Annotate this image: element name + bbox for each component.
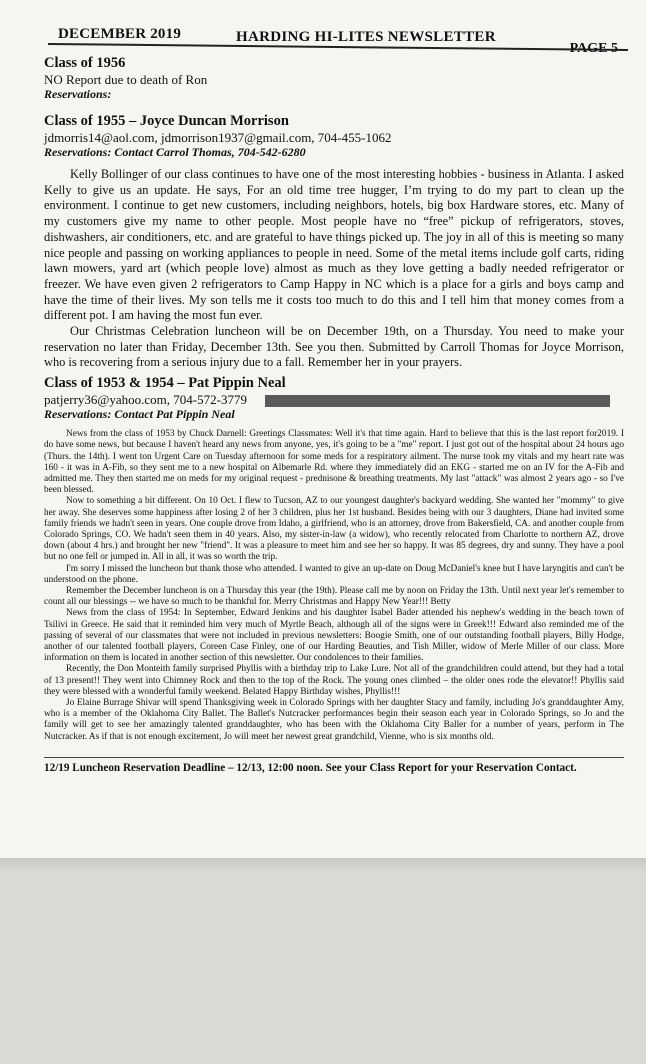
class-1953-section bbox=[44, 375, 624, 743]
class-1956-heading: Class of 1956 bbox=[44, 55, 126, 71]
header-date: DECEMBER 2019 bbox=[58, 26, 182, 42]
class-1953-paragraph: News from the class of 1954: In September, Edward Jenkins and his daughter Isabel Bader attended his nephew's wedding in the beach town of Tsilivi in Greece. He said that it reminded him very much of Myrtle Beach, although all of the signs were in Greek!!! Edward also reminded me of the passing of several of our classmates that were not included in previous newsletters: Boogie Smith, one of our outstanding football players, Billy Hodge, another of our talented football players, Coreen Case Finley, one of our Harding Beauties, and Tish Miller, widow of Merle Miller of our class. More information on them is located in another section of this newsletter. Our condolences to their families. bbox=[44, 608, 624, 664]
class-1953-paragraph: Remember the December luncheon is on a Thursday this year (the 19th). Please call me by noon on Friday the 13th. Until next year let's remember to count all our blessings -- we have so much to be thankful for. Merry Christmas and Happy New Year!!! Betty bbox=[44, 586, 624, 608]
class-1953-paragraph: I'm sorry I missed the luncheon but thank those who attended. I wanted to give an up-date on Doug McDaniel's knee but I have laryngitis and can't be understood on the phone. bbox=[44, 563, 624, 585]
class-1955-reservations: Reservations: Contact Carrol Thomas, 704-542-6280 bbox=[44, 145, 306, 159]
class-1956-reservations: Reservations: bbox=[44, 87, 112, 101]
class-1953-paragraph: Now to something a bit different. On 10 Oct. I flew to Tucson, AZ to our youngest daughter's backyard wedding. She wanted her "mommy" to give her away. She deserves some happiness after losing 2 of her 3 children, plus her 1st husband. Besides being with our 3 daughters, Diane had invited some family friends we hadn't seen in years. One couple drove from Idaho, a girlfriend, who is an attorney, drove from Bakersfield, CA. and another couple from Colorado Springs, CO. We hadn't seen them in 40 years. Also, my sister-in-law (a widow), who recently relocated from Charlotte to northern AZ, drove down (about 4 hrs.) and brought her new "friend". It was a pleasure to meet him and see her so happy. It was 85 degrees, dry and sunny. They have a pool but no one fell or jumped in. All in all, it was so worth the trip. bbox=[44, 496, 624, 563]
class-1953-report bbox=[44, 429, 624, 743]
newsletter-body bbox=[44, 55, 624, 774]
class-1953-heading bbox=[44, 375, 624, 392]
footer-rule bbox=[44, 757, 624, 758]
header-title: HARDING HI-LITES NEWSLETTER bbox=[236, 29, 496, 45]
class-1953-paragraph: Recently, the Don Monteith family surprised Phyllis with a birthday trip to Lake Lure. Not all of the grandchildren could attend, but they had a total of 13 present!! They went into Chimney Rock and then to the top of the Rock. The young ones climbed – the older ones rode the elevator!! Phyllis said they were blessed with a wonderful family weekend. Belated Happy Birthday wishes, Phyllis!!! bbox=[44, 664, 624, 697]
class-1955-contact: jdmorris14@aol.com, jdmorrison1937@gmail.com, 704-455-1062 bbox=[44, 130, 392, 145]
class-1953-contact bbox=[44, 392, 624, 407]
page-shadow bbox=[0, 858, 646, 872]
class-1956-note: NO Report due to death of Ron bbox=[44, 72, 208, 87]
luncheon-deadline-notice: 12/19 Luncheon Reservation Deadline – 12/13, 12:00 noon. See your Class Report for your Reservation Contact. bbox=[44, 761, 577, 774]
footer-block bbox=[44, 757, 624, 774]
class-1955-paragraph: Our Christmas Celebration luncheon will be on December 19th, on a Thursday. You need to make your reservation no later than Friday, December 13th. See you then. Submitted by Carroll Thomas for Joyce Morrison, who is recovering from a serious injury due to a fall. Remember her in your prayers. bbox=[44, 324, 624, 370]
class-1953-paragraph: Jo Elaine Burrage Shivar will spend Thanksgiving week in Colorado Springs with her daughter Stacy and family, including Jo's granddaughter Amy, who is a member of the Oklahoma City Ballet. The Ballet's Nutcracker performances begin their season each year in Colorado Springs, so Jo and the family will get to see her amazingly talented granddaughter, who has been with the Oklahoma City Baller for a number of years, perform in The Nutcracker. As if that is not enough excitement, Jo will meet her newest great grandchild, Vienne, who is six months old. bbox=[44, 698, 624, 742]
class-1953-heading-text: Class of 1953 & 1954 – Pat Pippin Neal bbox=[44, 375, 286, 392]
class-1956-section bbox=[44, 55, 624, 101]
class-1955-paragraph: Kelly Bollinger of our class continues to have one of the most interesting hobbies - business in Atlanta. I asked Kelly to give us an update. He says, For an old time tree hugger, I’m trying to do my part to clean up the environment. I continue to get new customers, including neighbors, hotels, big box Hardware stores, etc. Many of my customers give my name to other people. Most people have no “free” pickup of refrigerators, stoves, dishwashers, air conditioners, etc. and are grateful to have things picked up. The joy in all of this is meeting so many nice people and passing on working appliances to people in need. Some of the metal items include golf carts, riding lawn mowers, yard art (which people love) almost as much as they love getting a badly needed refrigerator or freezer. We have even given 2 refrigerators to Camp Happy in NC which is a place for a girls and boys camp and have the time of their lives. My son tells me it costs too much to do this and I tell him that money comes from a different pot. I am having the most fun ever. bbox=[44, 167, 624, 323]
class-1953-contact-text: patjerry36@yahoo.com, 704-572-3779 bbox=[44, 392, 247, 408]
redaction-bar bbox=[265, 395, 610, 407]
class-1955-heading: Class of 1955 – Joyce Duncan Morrison bbox=[44, 113, 289, 129]
class-1955-section bbox=[44, 113, 624, 371]
class-1953-paragraph: News from the class of 1953 by Chuck Darnell: Greetings Classmates: Well it's that time again. Hard to believe that this is the last report for2019. I do have some news, but because I haven't heard any news from anyone, yes, it's going to be a "me" report. I just got out of the hospital about 24 hours ago (Thurs. the 14th). I went ton Urgent Care on Tuesday afternoon for some meds for a respiratory ailment. The nurse took my vitals and my heart rate was 160 - it was in A-Fib, so they sent me to a new hospital on Albemarle Rd. where they immediately did an EKG - started me on an IV for the A-Fib and admitted me. They then started me on meds for my original request - prednisone & breathing treatments. My last "attack" was almost 2 years ago - so I've been blessed. bbox=[44, 429, 624, 496]
class-1953-reservations: Reservations: Contact Pat Pippin Neal bbox=[44, 407, 235, 422]
